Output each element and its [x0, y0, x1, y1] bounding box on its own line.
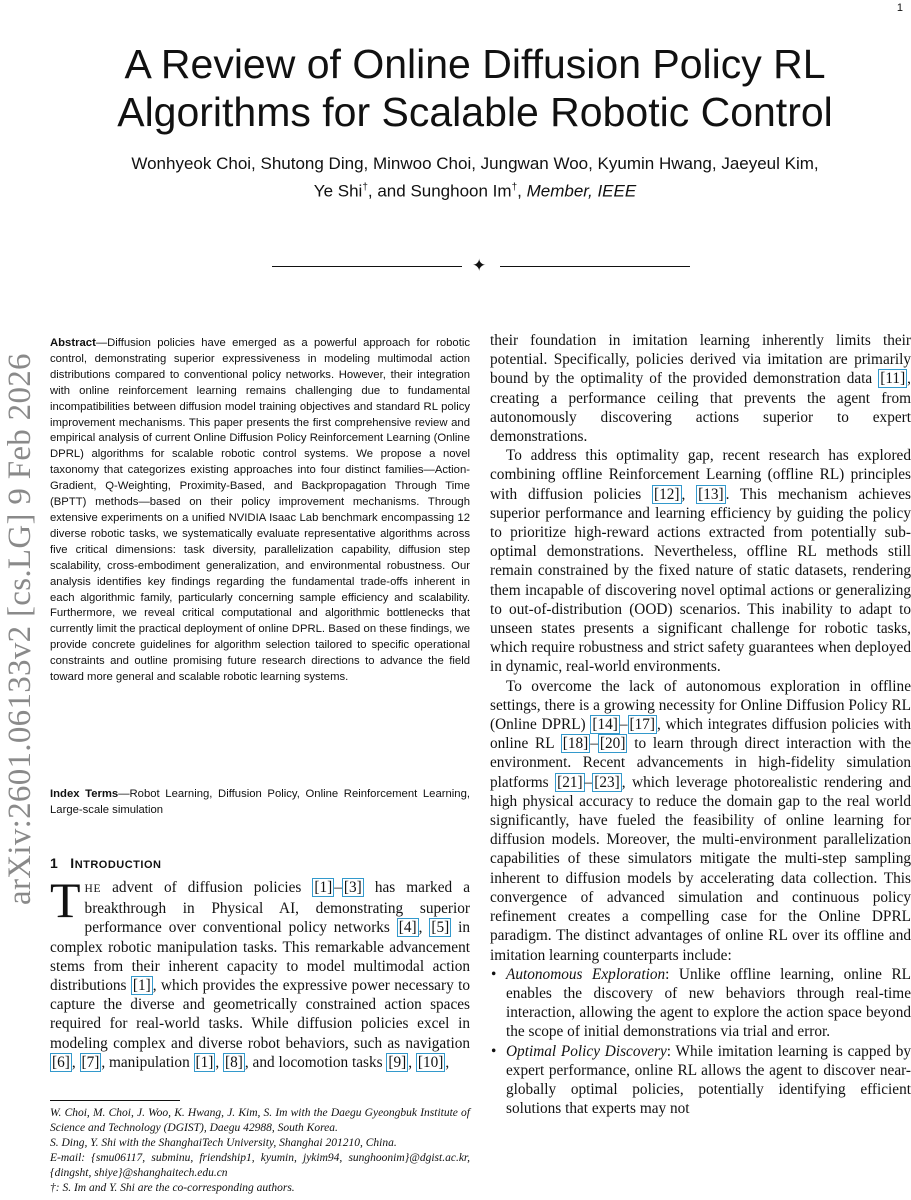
abstract-label: Abstract — [50, 337, 96, 349]
body-text: , which integrates diffusion policies with online RL — [490, 716, 911, 753]
intro-small-caps: HE — [84, 883, 102, 895]
footnote-email: E-mail: {smu06117, subminu, friendship1, kyumin, jykim94, sunghoonim}@dgist.ac.kr, {dingsht, shiye}@shanghaitech.edu.cn — [50, 1152, 470, 1179]
footnote-rule — [50, 1100, 180, 1101]
list-item-title: Optimal Policy Discovery — [506, 1042, 667, 1060]
citation-range-dash: – — [619, 716, 628, 734]
footnotes — [50, 1106, 470, 1196]
citation-link[interactable]: [18] — [562, 735, 589, 753]
section-number: 1 — [50, 855, 59, 871]
bullet-icon: • — [491, 1042, 497, 1060]
citation-link[interactable]: [1] — [195, 1053, 214, 1071]
title-divider — [272, 256, 690, 280]
footnote-corresponding: †: S. Im and Y. Shi are the co-corresponding authors. — [50, 1182, 295, 1194]
body-text: , which leverage photorealistic rendering and high physical accuracy to reduce the domain gap to the real world significantly, have fueled the feasibility of online learning for diffusion models. Moreover, the multi-environment parallelization capabilities of these simulators mitigate the multi-step sampling inherent to diffusion models by accelerating data collection. This convergence of advanced simulation and continuous policy refinement creates a compelling case for the Online DPRL paradigm. The distinct advantages of online RL over its offline and imitation learning counterparts include: — [490, 773, 911, 964]
abstract-dash: — — [95, 337, 108, 349]
arxiv-identifier[interactable]: arXiv:2601.06133v2 [cs.LG] 9 Feb 2026 — [2, 353, 38, 905]
index-terms-dash: — — [118, 788, 130, 800]
citation-link[interactable]: [6] — [52, 1053, 70, 1071]
index-terms-text: Robot Learning, Diffusion Policy, Online Reinforcement Learning, Large-scale simulation — [50, 788, 470, 816]
page-number: 1 — [896, 2, 903, 14]
citation-link[interactable]: [21] — [557, 773, 583, 791]
drop-cap: T — [50, 872, 81, 928]
intro-text: , manipulation — [101, 1053, 194, 1071]
citation-link[interactable]: [20] — [599, 735, 626, 753]
citation-link[interactable]: [10] — [417, 1053, 444, 1071]
intro-text: advent of diffusion policies — [101, 879, 313, 896]
body-text: To overcome the lack of autonomous exploration in offline settings, there is a growing necessity for Online Diffusion Policy RL (Online DPRL) — [490, 677, 911, 734]
paragraph-online-dprl — [490, 677, 911, 965]
dagger-mark: † — [511, 182, 518, 193]
list-item-text: : Unlike offline learning, online RL enables the discovery of new behaviors through real-time interaction, allowing the agent to explore the action space beyond the scope of initial demonstrations via trial and error. — [506, 965, 911, 1041]
citation-separator: , — [418, 919, 430, 937]
abstract-text: Diffusion policies have emerged as a powerful approach for robotic control, demonstrating superior expressiveness in modeling multimodal action distributions compared to conventional policy networks. However, their integration with online reinforcement learning remains challenging due to fundamental incompatibilities between diffusion model training objectives and standard RL policy improvement mechanisms. This paper presents the first comprehensive review and empirical analysis of current Online Diffusion Policy Reinforcement Learning (Online DPRL) algorithms for scalable robotic control systems. We propose a novel taxonomy that categorizes existing approaches into four distinct families—Action-Gradient, Q-Weighting, Proximity-Based, and Backpropagation Through Time (BPTT) methods—based on their policy improvement mechanisms. Through extensive experiments on a unified NVIDIA Isaac Lab benchmark encompassing 12 diverse robotic tasks, we systematically evaluate representative algorithms across five critical dimensions: task diversity, parallelization capability, diffusion step scalability, cross-embodiment generalization, and environmental robustness. Our analysis identifies key findings regarding the fundamental trade-offs inherent in each algorithmic family, particularly concerning sample efficiency and scalability. Furthermore, we reveal critical computational and algorithmic bottlenecks that currently limit the practical deployment of online DPRL. Based on these findings, we provide concrete guidelines for algorithm selection tailored to specific operational constraints and outline promising future research directions to advance the field toward more general and scalable robotic learning systems. — [50, 337, 470, 684]
divider-line-left — [272, 266, 462, 267]
intro-text: , — [445, 1053, 450, 1071]
citation-link[interactable]: [5] — [431, 919, 450, 937]
citation-range-dash: – — [584, 773, 593, 791]
section-heading — [50, 855, 470, 871]
section-first-letter: I — [70, 855, 75, 871]
intro-paragraph — [50, 872, 470, 1072]
citation-link[interactable]: [4] — [398, 919, 417, 937]
citation-separator: , — [408, 1053, 416, 1071]
bullet-icon: • — [491, 965, 497, 983]
author-sunghoon-im: Sunghoon Im — [410, 181, 512, 201]
advantages-list — [490, 965, 911, 1119]
author-ye-shi: Ye Shi — [313, 181, 363, 201]
citation-separator: , — [215, 1053, 224, 1071]
section-title-rest: NTRODUCTION — [74, 859, 162, 871]
abstract — [50, 336, 470, 686]
intro-text: in complex robotic manipulation tasks. This remarkable advancement stems from their inherent capacity to model multimodal action distributions — [50, 919, 470, 995]
divider-line-right — [500, 266, 690, 267]
citation-range-dash: – — [334, 879, 342, 896]
list-item — [491, 1042, 911, 1119]
citation-link[interactable]: [12] — [654, 485, 680, 503]
membership-separator: , — [517, 181, 527, 201]
body-text: , creating a performance ceiling that prevents the agent from autonomously discovering actions superior to expert demonstrations. — [490, 370, 911, 446]
right-column-text — [490, 331, 911, 1118]
citation-link[interactable]: [17] — [629, 716, 656, 734]
body-text: their foundation in imitation learning inherently limits their potential. Specifically, policies derived via imitation are primarily bound by the optimality of the provided demonstration data — [490, 332, 911, 388]
citation-separator: , — [71, 1053, 80, 1071]
intro-text: , which provides the expressive power necessary to capture the diverse and geometrically constrained action spaces required for real-world tasks. While diffusion policies excel in modeling complex and diverse robot behaviors, such as navigation — [50, 977, 470, 1052]
citation-link[interactable]: [11] — [880, 370, 906, 388]
citation-link[interactable]: [7] — [81, 1053, 100, 1071]
citation-range-dash: – — [590, 735, 598, 753]
paragraph-imitation-limits — [490, 331, 911, 446]
citation-link[interactable]: [1] — [314, 879, 333, 896]
citation-link[interactable]: [13] — [698, 485, 724, 503]
diamond-star-icon: ✦ — [472, 256, 487, 276]
index-terms — [50, 786, 470, 818]
citation-link[interactable]: [3] — [343, 879, 362, 896]
body-text: . This mechanism achieves superior performance and learning efficiency by guiding the policy to prioritize high-reward actions extracted from potentially sub-optimal demonstrations. Nevertheless, offline RL methods still remain constrained by the fixed nature of static datasets, rendering them incapable of discovering novel optimal actions or generalizing to out-of-distribution (OOD) scenarios. This inability to adapt to unseen states presents a significant challenge for robotic tasks, which require robustness and strict safety guarantees when deployed in dynamic, real-world environments. — [490, 485, 911, 676]
body-text: to learn through direct interaction with the environment. Recent advancements in high-fidelity simulation platforms — [490, 735, 911, 791]
index-terms-label: Index Terms — [50, 788, 119, 800]
dagger-mark: † — [362, 182, 368, 193]
paper-title: A Review of Online Diffusion Policy RL Algorithms for Scalable Robotic Control — [117, 41, 833, 135]
intro-text: , and locomotion tasks — [244, 1053, 387, 1071]
citation-separator: , — [681, 485, 697, 503]
citation-link[interactable]: [9] — [388, 1053, 407, 1071]
footnote-affiliation-shanghaitech: S. Ding, Y. Shi with the ShanghaiTech University, Shanghai 201210, China. — [50, 1137, 397, 1149]
intro-text: has marked a breakthrough in Physical AI, demonstrating superior performance over conventional policy networks — [84, 879, 470, 937]
citation-link[interactable]: [1] — [132, 977, 151, 995]
citation-link[interactable]: [8] — [225, 1053, 243, 1071]
citation-link[interactable]: [23] — [594, 773, 620, 791]
list-item — [491, 965, 911, 1042]
paragraph-offline-rl — [490, 446, 911, 676]
body-text: To address this optimality gap, recent research has explored combining offline Reinforcement Learning (offline RL) principles with diffusion policies — [490, 447, 911, 503]
author-names-line: Wonhyeok Choi, Shutong Ding, Minwoo Choi, Jungwan Woo, Kyumin Hwang, Jaeyeul Kim, — [131, 154, 819, 173]
author-separator: , and — [367, 181, 411, 201]
footnote-affiliation-dgist: W. Choi, M. Choi, J. Woo, K. Hwang, J. Kim, S. Im with the Daegu Gyeongbuk Institute of Science and Technology (DGIST), Daegu 42988, South Korea. — [50, 1107, 470, 1134]
citation-link[interactable]: [14] — [592, 716, 618, 734]
membership: Member, IEEE — [526, 181, 637, 201]
author-list — [60, 152, 890, 204]
list-item-title: Autonomous Exploration — [506, 965, 666, 983]
list-item-text: : While imitation learning is capped by expert performance, online RL allows the agent to discover near-globally optimal policies, potentially identifying efficient solutions that experts may not — [506, 1042, 911, 1118]
